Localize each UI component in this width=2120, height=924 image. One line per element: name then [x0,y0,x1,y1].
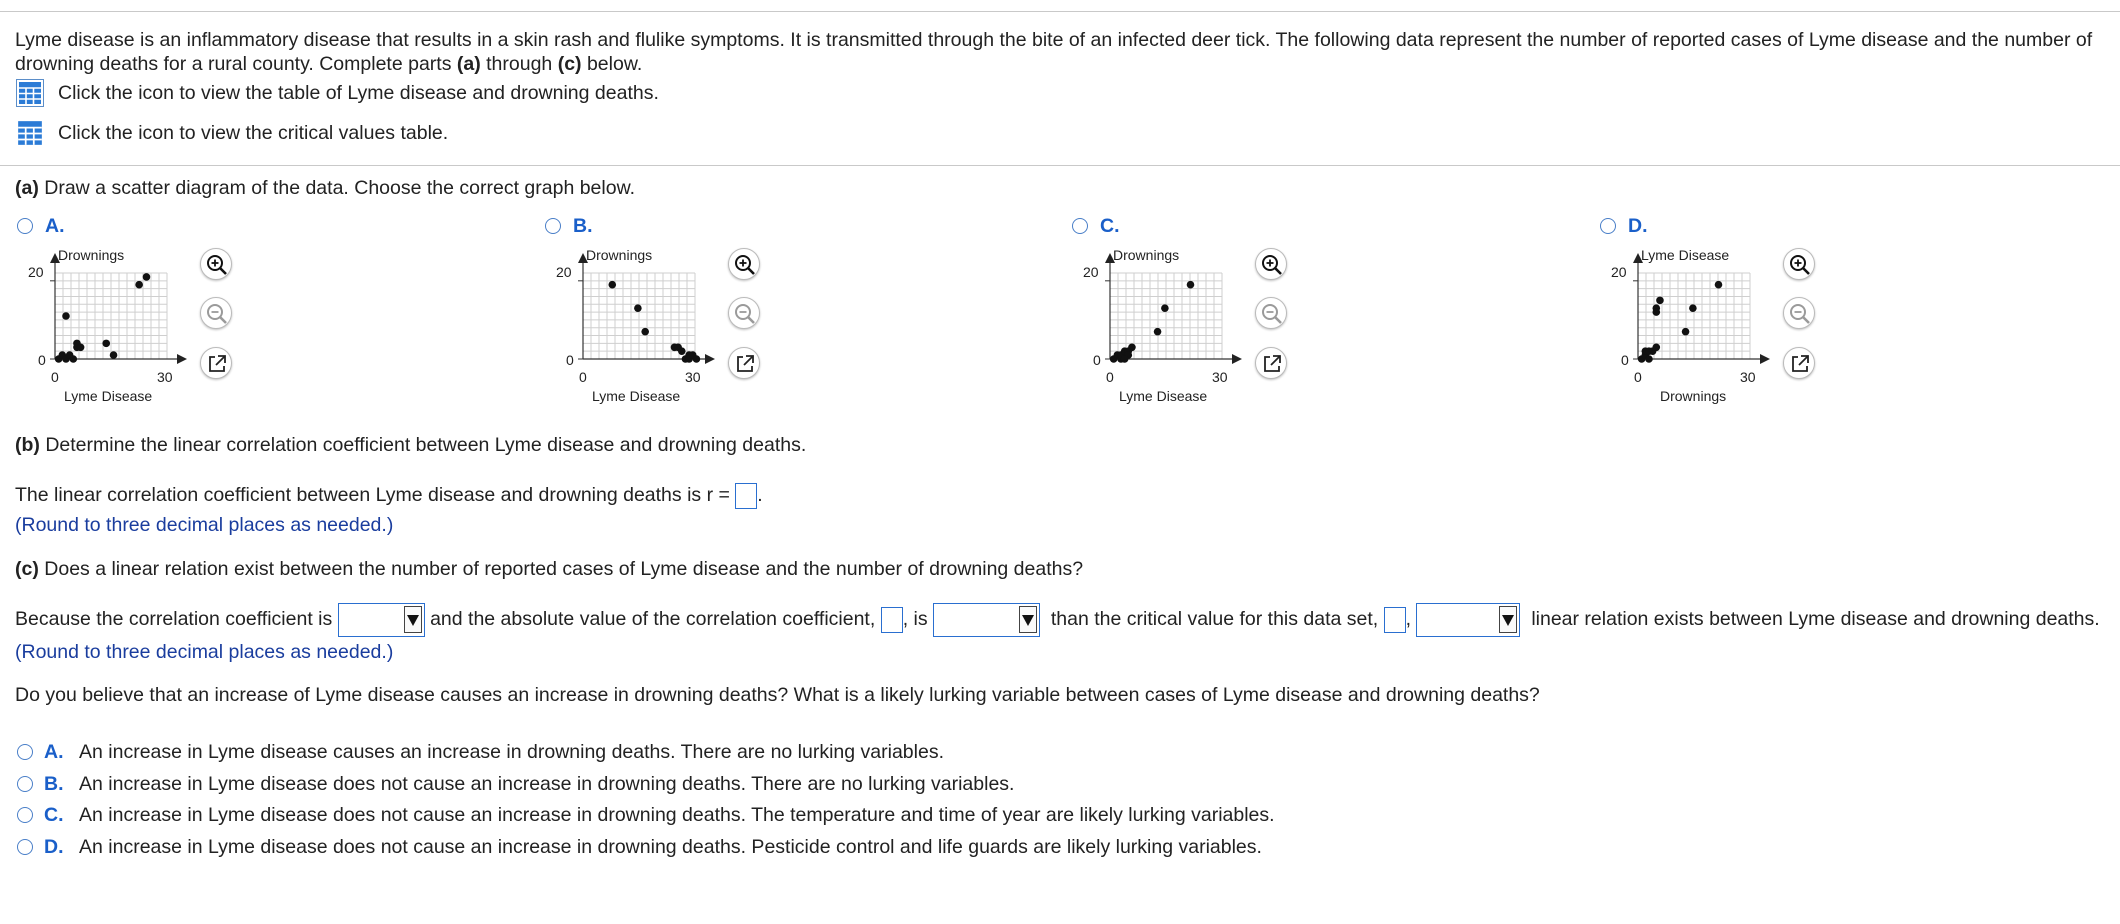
zoom-in-button[interactable] [200,248,232,280]
y-tick-label: 20 [556,264,572,280]
data-point [62,312,70,320]
x-axis-label: Drownings [1660,388,1727,404]
data-point [1656,297,1664,305]
choice-letter[interactable]: A. [44,741,64,763]
zoom-out-button[interactable] [200,297,232,329]
data-point [1128,343,1136,351]
external-link-icon [1788,352,1812,376]
part-b-prompt: (b) Determine the linear correlation coefficient between Lyme disease and drowning deaths. [15,434,807,456]
zoom-out-icon [733,302,757,326]
critical-values-table-icon[interactable] [16,119,44,147]
y-tick-label: 20 [1611,264,1627,280]
data-point [641,328,649,336]
critical-value-input[interactable] [1384,607,1406,633]
option-radio[interactable] [17,218,33,234]
part-b-sentence: The linear correlation coefficient between Lyme disease and drowning deaths is r = . [15,483,763,509]
zoom-out-icon [1788,302,1812,326]
y-tick-label: 0 [1093,352,1101,368]
x-tick-label: 0 [1106,369,1114,385]
x-axis-label: Lyme Disease [592,388,681,404]
option-radio[interactable] [1600,218,1616,234]
choice-letter[interactable]: B. [44,773,64,795]
zoom-out-button[interactable] [728,297,760,329]
data-table-icon[interactable] [16,79,44,107]
relation-dropdown[interactable] [1416,603,1520,637]
data-point [102,340,110,348]
option-letter[interactable]: B. [573,215,593,237]
popout-button[interactable] [200,347,232,379]
popout-button[interactable] [1783,347,1815,379]
y-tick-label: 0 [566,352,574,368]
part-c-sentence: Because the correlation coefficient is and the absolute value of the correlation coefficient, , is than the critical value for this data set, , linear relation exists between Lyme disease and drowning deaths. [15,603,2100,637]
critical-values-link[interactable]: Click the icon to view the critical values table. [58,122,449,144]
data-point [1652,308,1660,316]
zoom-out-button[interactable] [1783,297,1815,329]
choice-radio[interactable] [17,776,33,792]
y-axis-label: Drownings [586,247,653,263]
data-point [1154,328,1162,336]
y-axis-label: Drownings [1113,247,1180,263]
data-point [678,347,686,355]
choice-text[interactable]: An increase in Lyme disease does not cause an increase in drowning deaths. The temperature and time of year are likely lurking variables. [79,804,1275,826]
choice-letter[interactable]: C. [44,804,64,826]
part-a-prompt: (a) Draw a scatter diagram of the data. Choose the correct graph below. [15,177,635,199]
choice-text[interactable]: An increase in Lyme disease does not cause an increase in drowning deaths. Pesticide control and life guards are likely lurking variables. [79,836,1262,858]
x-axis-label: Lyme Disease [64,388,153,404]
x-tick-label: 0 [51,369,59,385]
x-tick-label: 30 [157,369,173,385]
x-tick-label: 30 [1740,369,1756,385]
zoom-in-button[interactable] [1783,248,1815,280]
y-tick-label: 20 [1083,264,1099,280]
data-point [110,351,118,359]
problem-intro: Lyme disease is an inflammatory disease that results in a skin rash and flulike symptoms. It is transmitted through the bite of an infected deer tick. The following data represent the number of reported cases of Lyme disease and the number of drowning deaths for a rural county. Complete parts (a) through (c) below. [15,29,2093,75]
data-point [1715,281,1723,289]
option-radio[interactable] [545,218,561,234]
lurking-question: Do you believe that an increase of Lyme disease causes an increase in drowning deaths? What is a likely lurking variable between cases of Lyme disease and drowning deaths? [15,684,1540,706]
zoom-out-icon [205,302,229,326]
y-axis-label: Lyme Disease [1641,247,1730,263]
correlation-sign-dropdown[interactable] [338,603,425,637]
data-point [77,343,85,351]
choice-letter[interactable]: D. [44,836,64,858]
data-point [1689,304,1697,312]
chevron-down-icon [1019,606,1037,633]
choice-radio[interactable] [17,807,33,823]
chevron-down-icon [1499,606,1517,633]
x-axis-label: Lyme Disease [1119,388,1208,404]
data-point [1652,343,1660,351]
external-link-icon [205,352,229,376]
option-radio[interactable] [1072,218,1088,234]
x-tick-label: 0 [1634,369,1642,385]
data-point [608,281,616,289]
zoom-in-icon [733,253,757,277]
data-point [1161,304,1169,312]
data-point [135,281,143,289]
x-axis-arrow [705,354,715,364]
zoom-in-button[interactable] [1255,248,1287,280]
data-point [1187,281,1195,289]
choice-text[interactable]: An increase in Lyme disease does not cause an increase in drowning deaths. There are no lurking variables. [79,773,1015,795]
top-divider [0,11,2120,12]
choice-radio[interactable] [17,839,33,855]
part-c-hint: (Round to three decimal places as needed.) [15,641,394,663]
x-tick-label: 0 [579,369,587,385]
zoom-out-icon [1260,302,1284,326]
popout-button[interactable] [728,347,760,379]
abs-r-input[interactable] [881,607,903,633]
x-tick-label: 30 [1212,369,1228,385]
x-axis-arrow [1232,354,1242,364]
data-point [143,273,151,281]
x-tick-label: 30 [685,369,701,385]
zoom-out-button[interactable] [1255,297,1287,329]
zoom-in-icon [1260,253,1284,277]
y-tick-label: 20 [28,264,44,280]
part-c-prompt: (c) Does a linear relation exist between the number of reported cases of Lyme disease and the number of drowning deaths? [15,558,1084,580]
data-point [69,355,77,363]
option-letter[interactable]: D. [1628,215,1648,237]
part-b-hint: (Round to three decimal places as needed.) [15,514,394,536]
external-link-icon [1260,352,1284,376]
zoom-in-button[interactable] [728,248,760,280]
zoom-in-icon [1788,253,1812,277]
option-letter[interactable]: C. [1100,215,1120,237]
choice-text[interactable]: An increase in Lyme disease causes an increase in drowning deaths. There are no lurking variables. [79,741,944,763]
y-tick-label: 0 [1621,352,1629,368]
y-axis-label: Drownings [58,247,125,263]
y-tick-label: 0 [38,352,46,368]
data-point [1682,328,1690,336]
data-table-link[interactable]: Click the icon to view the table of Lyme disease and drowning deaths. [58,82,659,104]
zoom-in-icon [205,253,229,277]
chevron-down-icon [404,606,422,633]
comparison-dropdown[interactable] [933,603,1040,637]
option-letter[interactable]: A. [45,215,65,237]
data-point [1645,355,1653,363]
choice-radio[interactable] [17,744,33,760]
data-point [1121,355,1129,363]
section-divider [0,165,2120,166]
external-link-icon [733,352,757,376]
x-axis-arrow [177,354,187,364]
popout-button[interactable] [1255,347,1287,379]
data-point [634,304,642,312]
x-axis-arrow [1760,354,1770,364]
data-point [693,355,701,363]
r-value-input[interactable] [735,483,757,509]
